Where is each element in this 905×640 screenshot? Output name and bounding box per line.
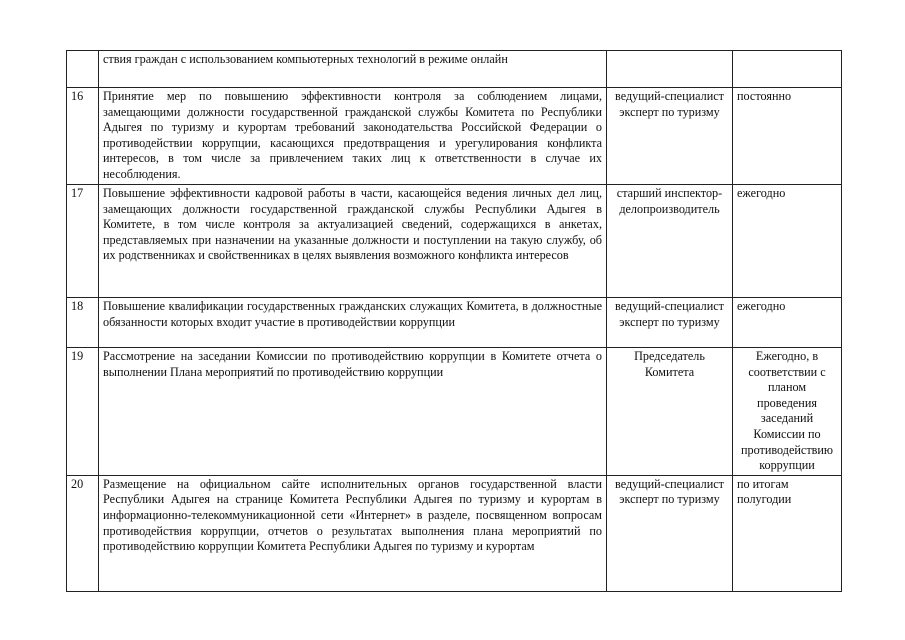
- action-text: ствия граждан с использованием компьютерных технологий в режиме онлайн: [99, 51, 607, 88]
- term-cell: постоянно: [733, 88, 842, 185]
- responsible-cell: [607, 51, 733, 88]
- term-cell: ежегодно: [733, 298, 842, 348]
- table-row: [67, 475, 842, 591]
- action-text: Повышение эффективности кадровой работы в части, касающейся ведения личных дел лиц, замещающих должности государственной гражданской службы Республики Адыгея в Комитете, в том числе контроля за актуализацией сведений, содержащихся в анкетах, представляемых при назначении на указанные должности и поступлении на такую службу, об их родственниках и свойственниках в целях выявления возможного конфликта интересов: [99, 185, 607, 298]
- action-text: Рассмотрение на заседании Комиссии по противодействию коррупции в Комитете отчета о выполнении Плана мероприятий по противодействию коррупции: [99, 348, 607, 476]
- row-number: 19: [67, 348, 99, 476]
- responsible-cell: ведущий-специалист эксперт по туризму: [607, 88, 733, 185]
- anticorruption-plan-table: [66, 50, 842, 592]
- action-text: Принятие мер по повышению эффективности контроля за соблюдением лицами, замещающими должности государственной гражданской службы Комитета по Республики Адыгея по туризму и курортам требований законодательства Российской Федерации о противодействии коррупции, касающихся предотвращения и урегулирования конфликта интересов, в том числе за привлечением таких лиц к ответственности в случае их несоблюдения.: [99, 88, 607, 185]
- table-row: [67, 348, 842, 476]
- row-number: [67, 51, 99, 88]
- responsible-cell: ведущий-специалист эксперт по туризму: [607, 475, 733, 591]
- row-number: 20: [67, 475, 99, 591]
- action-text: Повышение квалификации государственных гражданских служащих Комитета, в должностные обязанности которых входит участие в противодействии коррупции: [99, 298, 607, 348]
- term-cell: Ежегодно, в соответствии с планом проведения заседаний Комиссии по противодействию коррупции: [733, 348, 842, 476]
- responsible-cell: ведущий-специалист эксперт по туризму: [607, 298, 733, 348]
- row-number: 16: [67, 88, 99, 185]
- term-cell: ежегодно: [733, 185, 842, 298]
- table-row: [67, 88, 842, 185]
- row-number: 17: [67, 185, 99, 298]
- term-cell: [733, 51, 842, 88]
- term-cell: по итогам полугодии: [733, 475, 842, 591]
- table-row: [67, 298, 842, 348]
- responsible-cell: старший инспектор-делопроизводитель: [607, 185, 733, 298]
- table-row: [67, 185, 842, 298]
- row-number: 18: [67, 298, 99, 348]
- action-text: Размещение на официальном сайте исполнительных органов государственной власти Республики Адыгея на странице Комитета Республики Адыгея по туризму и курортам в информационно-телекоммуникационной сети «Интернет» в разделе, посвященном вопросам противодействия коррупции, отчетов о результатах выполнения плана мероприятий по противодействию коррупции Комитета Республики Адыгея по туризму и курортам: [99, 475, 607, 591]
- table-row: [67, 51, 842, 88]
- responsible-cell: Председатель Комитета: [607, 348, 733, 476]
